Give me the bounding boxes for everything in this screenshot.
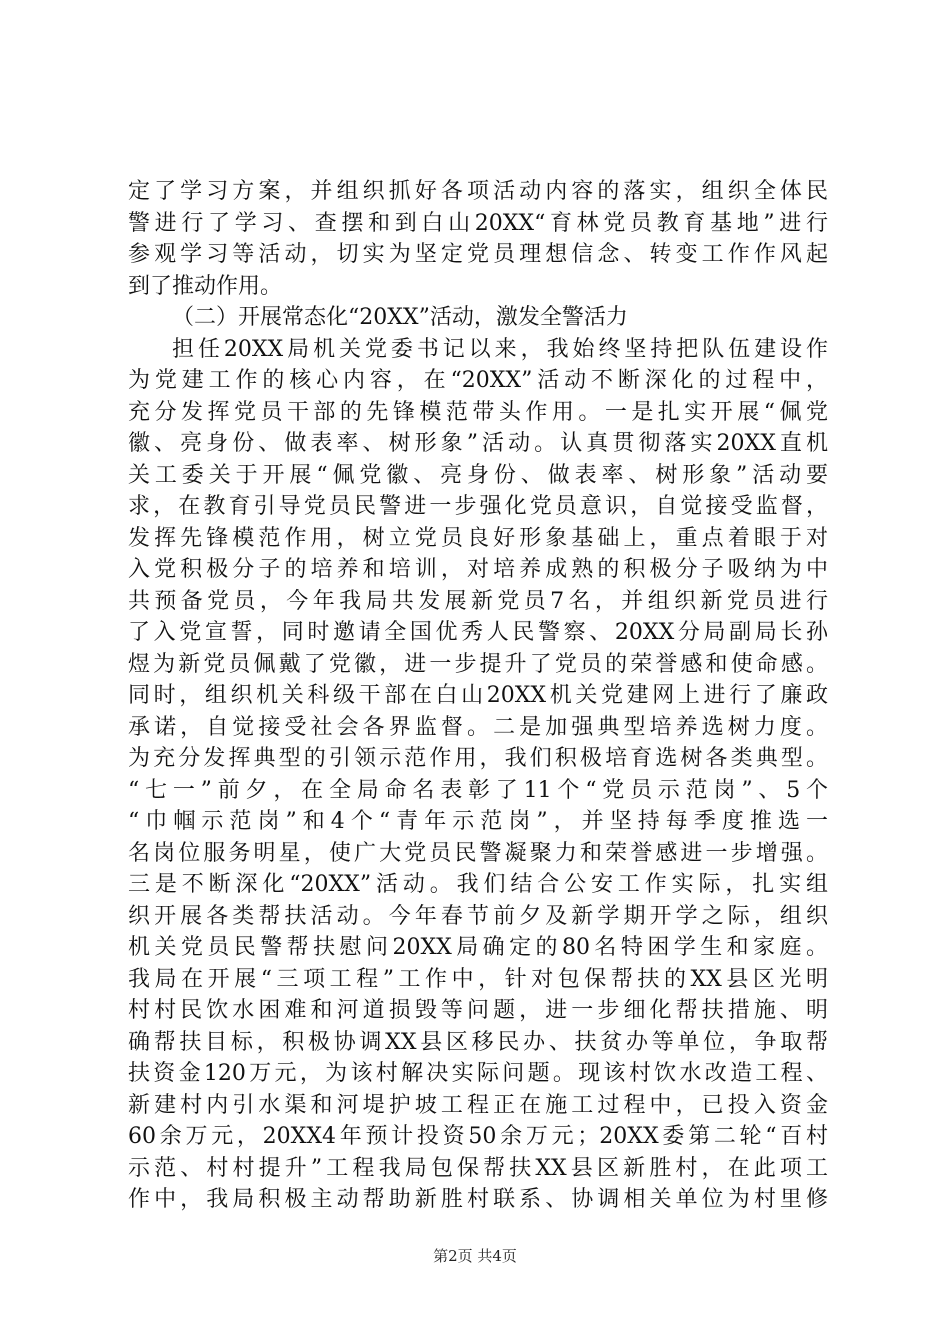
text-line: 警进行了学习、查摆和到白山20XX“育林党员教育基地”进行 bbox=[128, 210, 828, 236]
text-line: “七一”前夕，在全局命名表彰了11个“党员示范岗”、5个 bbox=[128, 777, 828, 803]
text-line: 织开展各类帮扶活动。今年春节前夕及新学期开学之际，组织 bbox=[128, 903, 828, 929]
text-line: 煜为新党员佩戴了党徽，进一步提升了党员的荣誉感和使命感。 bbox=[128, 651, 828, 677]
text-line: 同时，组织机关科级干部在白山20XX机关党建网上进行了廉政 bbox=[128, 683, 828, 708]
text-line: 发挥先锋模范作用，树立党员良好形象基础上，重点着眼于对 bbox=[128, 525, 828, 551]
text-line: 确帮扶目标，积极协调XX县区移民办、扶贫办等单位，争取帮 bbox=[128, 1029, 828, 1055]
text-line: 共预备党员，今年我局共发展新党员7名，并组织新党员进行 bbox=[128, 588, 828, 614]
text-line: 到了推动作用。 bbox=[128, 273, 283, 299]
text-line: 扶资金120万元，为该村解决实际问题。现该村饮水改造工程、 bbox=[128, 1061, 828, 1086]
text-line: 示范、村村提升”工程我局包保帮扶XX县区新胜村，在此项工 bbox=[128, 1155, 828, 1181]
text-line: 担任20XX局机关党委书记以来，我始终坚持把队伍建设作 bbox=[172, 336, 828, 362]
text-line: 60余万元，20XX4年预计投资50余万元；20XX委第二轮“百村 bbox=[128, 1124, 828, 1149]
text-line: 求，在教育引导党员民警进一步强化党员意识，自觉接受监督， bbox=[128, 494, 828, 519]
text-line: 机关党员民警帮扶慰问20XX局确定的80名特困学生和家庭。 bbox=[128, 935, 828, 960]
text-line: 我局在开展“三项工程”工作中，针对包保帮扶的XX县区光明 bbox=[128, 966, 828, 992]
text-line: 为充分发挥典型的引领示范作用，我们积极培育选树各类典型。 bbox=[128, 746, 828, 771]
text-line: 充分发挥党员干部的先锋模范带头作用。一是扎实开展“佩党 bbox=[128, 399, 828, 425]
text-line: 名岗位服务明星，使广大党员民警凝聚力和荣誉感进一步增强。 bbox=[128, 840, 828, 866]
text-line: “巾帼示范岗”和4个“青年示范岗”，并坚持每季度推选一 bbox=[128, 809, 828, 834]
text-line: 关工委关于开展“佩党徽、亮身份、做表率、树形象”活动要 bbox=[128, 462, 828, 488]
text-line: 新建村内引水渠和河堤护坡工程正在施工过程中，已投入资金 bbox=[128, 1092, 828, 1118]
text-line: （二）开展常态化“20XX”活动，激发全警活力 bbox=[172, 305, 628, 330]
text-line: 承诺，自觉接受社会各界监督。二是加强典型培养选树力度。 bbox=[128, 714, 828, 740]
text-line: 了入党宣誓，同时邀请全国优秀人民警察、20XX分局副局长孙 bbox=[128, 620, 828, 645]
text-line: 作中，我局积极主动帮助新胜村联系、协调相关单位为村里修 bbox=[128, 1187, 828, 1212]
page-footer: 第2页 共4页 bbox=[433, 1247, 517, 1265]
text-line: 村村民饮水困难和河道损毁等问题，进一步细化帮扶措施、明 bbox=[128, 998, 828, 1023]
document-body bbox=[128, 176, 828, 1216]
text-line: 为党建工作的核心内容，在“20XX”活动不断深化的过程中， bbox=[128, 368, 828, 393]
text-line: 定了学习方案，并组织抓好各项活动内容的落实，组织全体民 bbox=[128, 179, 828, 204]
text-line: 参观学习等活动，切实为坚定党员理想信念、转变工作作风起 bbox=[128, 242, 828, 267]
text-line: 徽、亮身份、做表率、树形象”活动。认真贯彻落实20XX直机 bbox=[128, 431, 828, 456]
text-line: 入党积极分子的培养和培训，对培养成熟的积极分子吸纳为中 bbox=[128, 557, 828, 582]
text-line: 三是不断深化“20XX”活动。我们结合公安工作实际，扎实组 bbox=[128, 872, 828, 897]
